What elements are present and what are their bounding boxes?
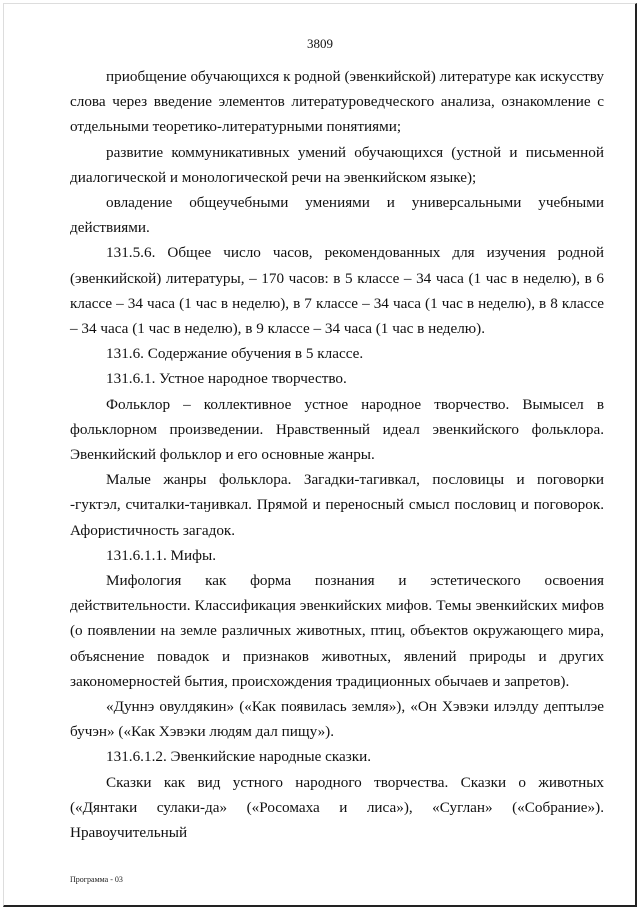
paragraph-myth-titles: «Дуннэ овулдякин» («Как появилась земля»), «Он Хэвэки илэлду дептылэе бучэн» («Как Хэвэки людям дал пищу»). <box>70 698 604 741</box>
paragraph-hours: 131.5.6. Общее число часов, рекомендованных для изучения родной (эвенкийской) литературы, – 170 часов: в 5 классе – 34 часа (1 час в неделю), в 6 классе – 34 часа (1 час в неделю), в 7 классе – 34 часа (1 час в неделю), в 8 классе – 34 часа (1 час в неделю), в 9 классе – 34 часа (1 час в неделю). <box>70 244 604 338</box>
section-heading-131-6-1: 131.6.1. Устное народное творчество. <box>106 370 347 388</box>
section-heading-myths: 131.6.1.1. Мифы. <box>106 546 217 564</box>
paragraph-goal-literature: приобщение обучающихся к родной (эвенкийской) литературе как искусству слова через введение элементов литературоведческого анализа, ознакомление с отдельными теоретико-литературными понятиями; <box>70 68 604 136</box>
page-number: 3809 <box>307 36 333 51</box>
paragraph-mythology: Мифология как форма познания и эстетического освоения действительности. Классификация эвенкийских мифов. Темы эвенкийских мифов (о появлении на земле различных животных, птиц, объектов окружающего мира, объяснение повадок и признаков животных, явлений природы и других закономерностей бытия, происхождения традиционных обычаев и запретов). <box>70 572 604 690</box>
footer-label: Программа - 03 <box>70 875 123 884</box>
paragraph-folklore: Фольклор – коллективное устное народное творчество. Вымысел в фольклорном произведении. Нравственный идеал эвенкийского фольклора. Эвенкийский фольклор и его основные жанры. <box>70 395 604 464</box>
section-heading-fairy-tales: 131.6.1.2. Эвенкийские народные сказки. <box>106 748 372 766</box>
paragraph-goal-communication: развитие коммуникативных умений обучающихся (устной и письменной диалогической и монологической речи на эвенкийском языке); <box>70 143 604 186</box>
section-heading-131-6: 131.6. Содержание обучения в 5 классе. <box>106 345 364 363</box>
paragraph-small-genres: Малые жанры фольклора. Загадки-тагивкал, пословицы и поговорки -гуктэл, считалки-таӈивкал. Прямой и переносный смысл пословиц и поговорок. Афористичность загадок. <box>70 471 604 539</box>
body-text <box>70 64 604 845</box>
paragraph-goal-skills: овладение общеучебными умениями и универсальными учебными действиями. <box>70 194 604 237</box>
paragraph-fairy-tales: Сказки как вид устного народного творчества. Сказки о животных («Дянтаки сулаки-да» («Росомаха и лиса»), «Суглан» («Собрание»). Нравоучительный <box>70 773 604 842</box>
